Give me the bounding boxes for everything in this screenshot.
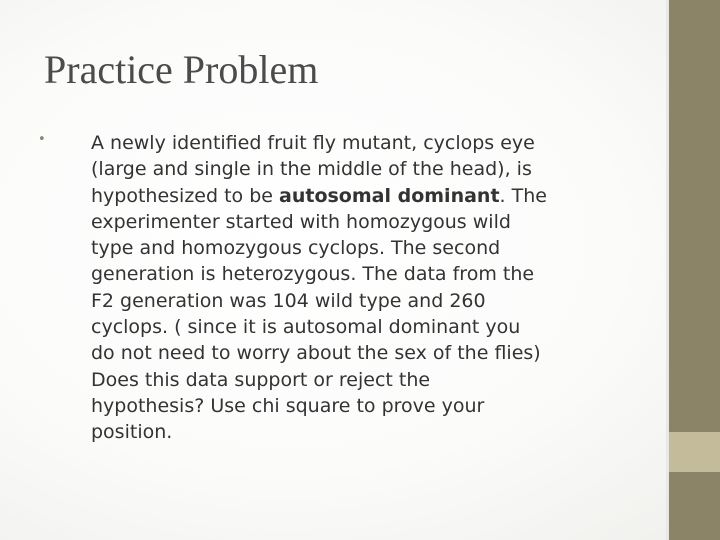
text-line: (large and single in the middle of the head), is (91, 158, 532, 181)
text-line: A newly identified fruit fly mutant, cyclops eye (91, 132, 535, 154)
text-line: hypothesis? Use chi square to prove your (91, 394, 485, 417)
problem-text (91, 130, 661, 446)
text-line: type and homozygous cyclops. The second (91, 237, 501, 260)
text-line: cyclops. ( since it is autosomal dominant you (91, 316, 521, 339)
text-line: position. (91, 421, 173, 444)
text-line-suffix: . The (499, 184, 547, 207)
slide-title: Practice Problem (44, 47, 319, 92)
side-band-light (669, 432, 720, 472)
bullet-marker: • (38, 132, 46, 147)
side-band-bottom (669, 472, 720, 540)
text-line: generation is heterozygous. The data from the (91, 263, 535, 286)
side-band-dark (669, 0, 720, 432)
text-line: F2 generation was 104 wild type and 260 (91, 289, 486, 312)
text-line: experimenter started with homozygous wild (91, 210, 511, 233)
text-line: Does this data support or reject the (91, 368, 431, 391)
text-line: do not need to worry about the sex of the flies) (91, 342, 541, 365)
bold-phrase: autosomal dominant (279, 184, 500, 207)
text-line: hypothesized to be (91, 184, 273, 207)
